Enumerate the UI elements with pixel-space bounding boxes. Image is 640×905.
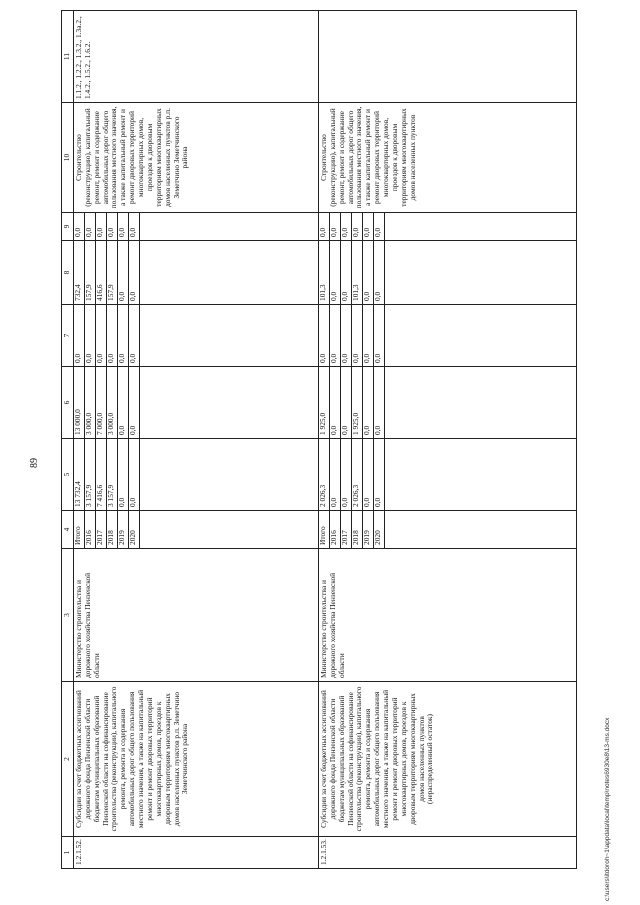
header-cell: 11 [62,11,74,103]
table-row [73,11,318,869]
value-cell: 0,0 [363,305,374,366]
year-cell: 2020 [129,511,140,548]
year-cell: 2019 [118,511,129,548]
value-cell: 0,0 [341,241,352,304]
value-cell: 0,0 [352,213,363,240]
value-col-7 [74,305,140,366]
value-cell: 13 732,4 [74,439,85,510]
header-cell: 10 [62,103,74,213]
value-cell: 0,0 [107,213,118,240]
value-col-9 [319,213,385,240]
value-cell: 0,0 [96,305,107,366]
value-cell: 0,0 [129,241,140,304]
value-cell: 0,0 [319,213,330,240]
value-cell: 13 000,0 [74,367,85,438]
value-col-9 [74,213,140,240]
value-cell: 0,0 [107,305,118,366]
value-cell: 0,0 [341,439,352,510]
value-cell: 0,0 [363,439,374,510]
value-cell: 0,0 [118,241,129,304]
value-cell: 0,0 [118,305,129,366]
value-col-6 [319,367,385,438]
executor: Министерство строительства и дорожного хозяйства Пензенской области [318,549,576,682]
value-cell: 3 157,9 [107,439,118,510]
executor: Министерство строительства и дорожного хозяйства Пензенской области [73,549,318,682]
value-cell: 0,0 [374,305,385,366]
row-number: 1.2.1.53. [318,837,576,869]
value-cell: 0,0 [74,305,85,366]
value-col-8 [319,241,385,304]
header-row [62,11,74,869]
year-cell: 2017 [341,511,352,548]
value-cell: 3 000,0 [107,367,118,438]
value-col-6 [74,367,140,438]
value-cell: 157,9 [107,241,118,304]
value-cell: 3 157,9 [85,439,96,510]
value-cell: 0,0 [74,213,85,240]
value-cell: 0,0 [118,439,129,510]
value-cell: 101,3 [352,241,363,304]
value-cell: 0,0 [129,367,140,438]
header-cell: 2 [62,682,74,837]
value-cell: 0,0 [363,241,374,304]
header-cell: 3 [62,549,74,682]
value-cell: 0,0 [374,241,385,304]
value-cell: 416,6 [96,241,107,304]
value-cell: 0,0 [374,439,385,510]
value-cell: 3 000,0 [85,367,96,438]
value-cell: 0,0 [363,367,374,438]
value-cell: 0,0 [129,305,140,366]
header-cell: 5 [62,439,74,511]
value-cell: 1 925,0 [319,367,330,438]
row-number: 1.2.1.52. [73,837,318,869]
value-cell: 7 416,6 [96,439,107,510]
file-path-footer: c:\users\itdoroh~1\appdata\local\temp\notes6930e8\13-ms.docx [604,717,611,901]
year-cell: 2020 [374,511,385,548]
value-cell: 0,0 [118,367,129,438]
header-cell: 8 [62,241,74,305]
activity-name: Субсидии за счет бюджетных ассигнований дорожного фонда Пензенской области бюджетам муниципальных образований Пензенской области на софинансирование строительства (реконструкции), капитального ремонта, ремонта и содержания автомобильных дорог общего пользования местного значения, а также на капитальный ремонт и ремонт дворовых территорий многоквартирных домов, проездов к дворовым территориям многоквартирных домов населенных пунктов (нераспределенный остаток) [318,682,576,837]
value-cell: 0,0 [96,213,107,240]
value-cell: 2 026,3 [352,439,363,510]
value-cell: 101,3 [319,241,330,304]
value-cell: 732,4 [74,241,85,304]
indicator-codes [318,11,576,103]
value-cell: 7 000,0 [96,367,107,438]
indicator-codes: 1.1.2., 1.2.2., 1.3.2., 1.3а.2., 1.4.2., 1.5.2., 1.6.2. [73,11,318,103]
year-cell: 2017 [96,511,107,548]
value-cell: 0,0 [341,367,352,438]
year-cell: 2018 [107,511,118,548]
value-cell: 1 925,0 [352,367,363,438]
expected-result: Строительство (реконструкцию), капитальный ремонт, ремонт и содержание автомобильных дорог общего пользования местного значения, а также капитальный ремонт и ремонт дворовых территорий многоквартирных домов, проездов к дворовым территориям многоквартирных домов населенных пунктов [318,103,576,213]
page-number: 89 [29,458,40,468]
table-row [318,11,576,869]
header-cell: 7 [62,305,74,367]
value-col-7 [319,305,385,366]
value-cell: 0,0 [118,213,129,240]
header-cell: 9 [62,213,74,241]
year-cell: 2019 [363,511,374,548]
value-cell: 0,0 [330,241,341,304]
value-col-8 [74,241,140,304]
year-cell: Итого [74,511,85,548]
header-cell: 4 [62,511,74,549]
value-cell: 0,0 [129,213,140,240]
value-cell: 0,0 [330,367,341,438]
expected-result: Строительство (реконструкцию), капитальный ремонт, ремонт и содержание автомобильных дорог общего пользования местного значения, а также капитальный ремонт и ремонт дворовых территорий многоквартирных домов, проездов к дворовым территориям многоквартирных домов населенных пунктов р.п. Земетчино Земетчинского района [73,103,318,213]
header-cell: 1 [62,837,74,869]
value-cell: 157,9 [85,241,96,304]
year-cell: 2016 [85,511,96,548]
value-cell: 0,0 [330,439,341,510]
value-cell: 0,0 [363,213,374,240]
value-cell: 0,0 [330,305,341,366]
header-cell: 6 [62,367,74,439]
value-cell: 0,0 [319,305,330,366]
value-col-5 [319,439,385,510]
year-cell: Итого [319,511,330,548]
value-cell: 0,0 [352,305,363,366]
value-cell: 0,0 [374,213,385,240]
year-col [319,511,385,548]
value-cell: 0,0 [374,367,385,438]
year-cell: 2018 [352,511,363,548]
value-cell: 0,0 [85,213,96,240]
value-cell: 0,0 [341,305,352,366]
year-col [74,511,140,548]
program-table [61,10,577,869]
value-col-5 [74,439,140,510]
value-cell: 0,0 [129,439,140,510]
value-cell: 0,0 [341,213,352,240]
value-cell: 0,0 [330,213,341,240]
year-cell: 2016 [330,511,341,548]
value-cell: 2 026,3 [319,439,330,510]
activity-name: Субсидии за счет бюджетных ассигнований дорожного фонда Пензенской области бюджетам муниципальных образований Пензенской области на софинансирование строительства (реконструкции), капитального ремонта, ремонта и содержания автомобильных дорог общего пользования местного значения, а также на капитальный ремонт и ремонт дворовых территорий многоквартирных домов, проездов к дворовым территориям многоквартирных домов населенных пунктов р.п. Земетчино Земетчинского района [73,682,318,837]
value-cell: 0,0 [85,305,96,366]
